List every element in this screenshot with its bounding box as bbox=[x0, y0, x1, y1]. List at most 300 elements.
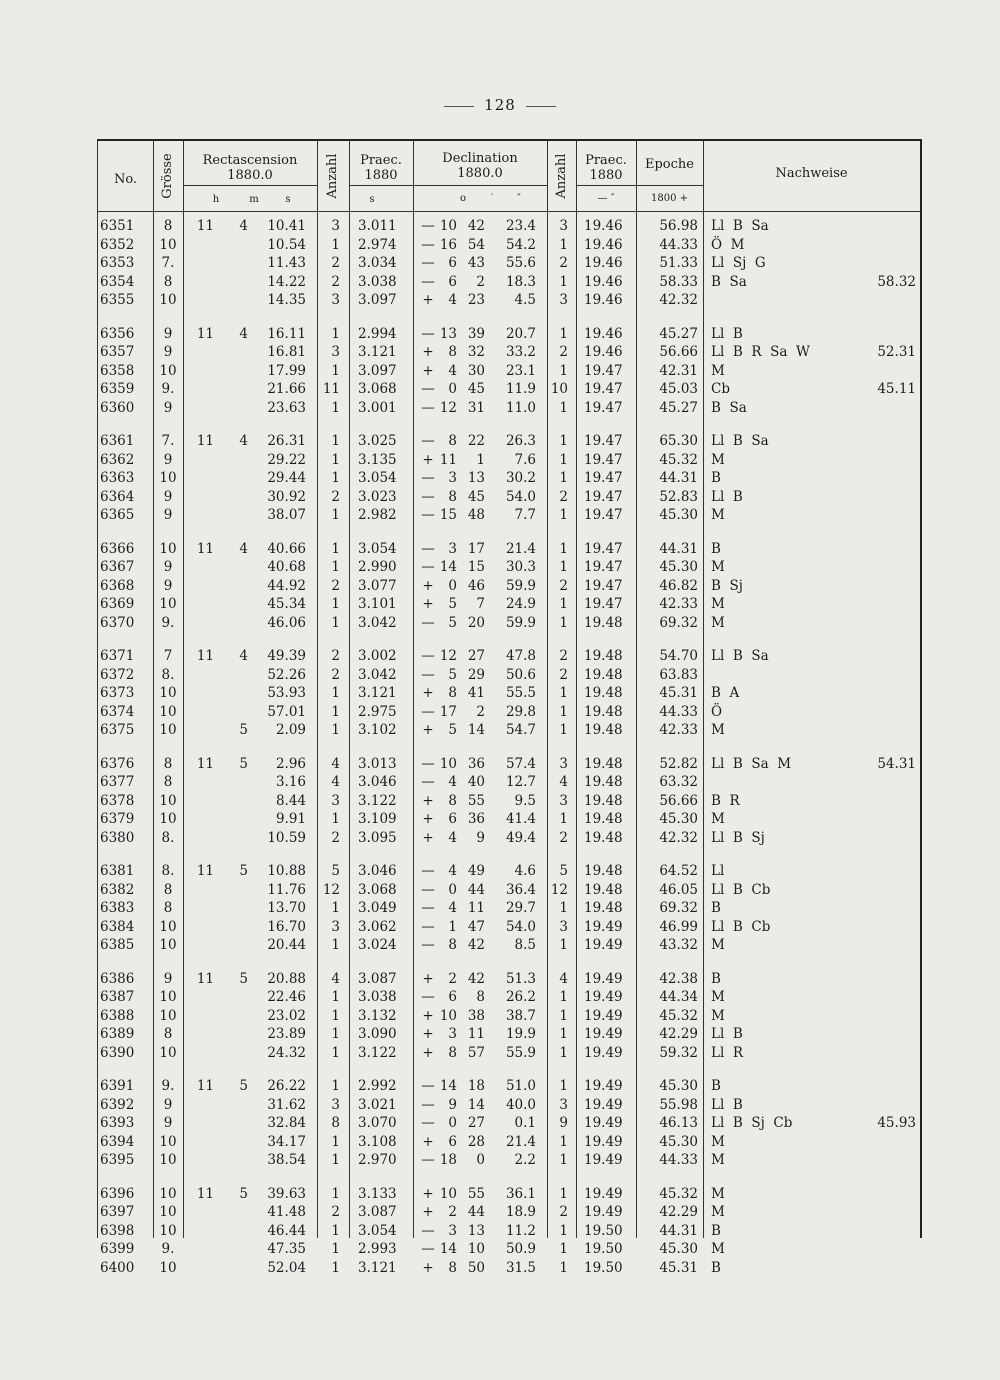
count-ra-cell: 2 bbox=[331, 273, 340, 290]
decl-degrees-cell: 18 bbox=[439, 1152, 457, 1168]
precession-ra-cell: 2.974 bbox=[358, 236, 397, 253]
precession-ra-cell: 3.097 bbox=[358, 292, 397, 308]
epoch-cell: 44.31 bbox=[659, 540, 698, 557]
star-number-cell: 6365 bbox=[100, 507, 135, 523]
decl-degrees-cell: 13 bbox=[439, 325, 457, 342]
table-row bbox=[98, 217, 920, 235]
count-decl-cell: 1 bbox=[559, 1241, 568, 1257]
count-decl-cell: 5 bbox=[559, 863, 568, 879]
decl-degrees-cell: 10 bbox=[439, 1185, 457, 1202]
table-row bbox=[98, 970, 920, 988]
decl-minutes-cell: 44 bbox=[467, 881, 485, 898]
decl-degrees-cell: 10 bbox=[439, 755, 457, 772]
epoch-cell: 42.29 bbox=[659, 1026, 698, 1042]
table-row bbox=[98, 380, 920, 398]
decl-minutes-cell: 42 bbox=[467, 218, 485, 234]
references-cell: B A bbox=[711, 685, 740, 701]
count-decl-cell: 2 bbox=[559, 255, 568, 271]
ra-seconds-cell: 17.99 bbox=[267, 362, 306, 379]
precession-ra-cell: 2.993 bbox=[358, 1241, 397, 1257]
table-row bbox=[98, 1114, 920, 1132]
epoch-cell: 46.82 bbox=[659, 577, 698, 594]
star-number-cell: 6354 bbox=[100, 273, 135, 290]
magnitude-cell: 10 bbox=[159, 722, 177, 738]
decl-sign-cell: — bbox=[421, 433, 435, 449]
epoch-cell: 44.34 bbox=[659, 989, 698, 1005]
references-cell: Ll bbox=[711, 863, 725, 879]
count-ra-cell: 1 bbox=[331, 1185, 340, 1202]
decl-seconds-cell: 31.5 bbox=[505, 1259, 536, 1276]
decl-sign-cell: — bbox=[421, 236, 435, 253]
table-row bbox=[98, 773, 920, 791]
epoche-unit-rule bbox=[636, 185, 703, 186]
decl-sign-cell: — bbox=[421, 1152, 435, 1168]
decl-minutes-cell: 42 bbox=[467, 937, 485, 953]
epoch-cell: 42.32 bbox=[659, 292, 698, 308]
decl-minutes-cell: 36 bbox=[467, 811, 485, 827]
references-cell: B Sa bbox=[711, 273, 747, 290]
praec-ra-unit-rule bbox=[349, 185, 413, 186]
magnitude-cell: 10 bbox=[159, 989, 177, 1005]
count-ra-cell: 1 bbox=[331, 433, 340, 449]
margin-note-cell: 58.32 bbox=[877, 273, 916, 290]
decl-seconds-cell: 50.6 bbox=[505, 666, 536, 683]
precession-decl-cell: 19.47 bbox=[584, 451, 623, 468]
header-ra-m: m bbox=[249, 194, 259, 205]
star-number-cell: 6386 bbox=[100, 970, 135, 987]
decl-degrees-cell: 3 bbox=[448, 470, 457, 486]
precession-ra-cell: 3.062 bbox=[358, 918, 397, 935]
epoch-cell: 45.32 bbox=[659, 1185, 698, 1202]
count-ra-cell: 2 bbox=[331, 488, 340, 505]
epoch-cell: 42.38 bbox=[659, 970, 698, 987]
decl-degrees-cell: 12 bbox=[439, 648, 457, 664]
count-decl-cell: 3 bbox=[559, 755, 568, 772]
epoch-cell: 44.33 bbox=[659, 1152, 698, 1168]
ra-hours-cell: 11 bbox=[196, 540, 214, 557]
decl-sign-cell: + bbox=[422, 292, 434, 308]
precession-decl-cell: 19.46 bbox=[584, 273, 623, 290]
star-number-cell: 6371 bbox=[100, 648, 135, 664]
decl-degrees-cell: 8 bbox=[448, 937, 457, 953]
ra-seconds-cell: 23.63 bbox=[267, 399, 306, 416]
ra-seconds-cell: 10.88 bbox=[267, 863, 306, 879]
precession-ra-cell: 3.101 bbox=[358, 596, 397, 612]
header-epoche: Epoche bbox=[645, 157, 694, 172]
decl-degrees-cell: 15 bbox=[439, 507, 457, 523]
header-no: No. bbox=[113, 172, 138, 187]
table-row bbox=[98, 881, 920, 899]
decl-sign-cell: — bbox=[421, 1096, 435, 1113]
decl-sign-cell: — bbox=[421, 774, 435, 790]
decl-minutes-cell: 30 bbox=[467, 362, 485, 379]
decl-seconds-cell: 0.1 bbox=[514, 1115, 536, 1131]
count-ra-cell: 3 bbox=[331, 292, 340, 308]
decl-sign-cell: — bbox=[421, 900, 435, 916]
precession-ra-cell: 3.025 bbox=[358, 433, 397, 449]
header-epoche-sub: 1800 + bbox=[650, 193, 688, 204]
count-decl-cell: 4 bbox=[559, 774, 568, 790]
references-cell: Ll B Sa M bbox=[711, 755, 792, 772]
epoch-cell: 45.32 bbox=[659, 451, 698, 468]
decl-seconds-cell: 54.0 bbox=[505, 488, 536, 505]
decl-minutes-cell: 39 bbox=[467, 325, 485, 342]
decl-sign-cell: + bbox=[422, 1044, 434, 1061]
decl-degrees-cell: 8 bbox=[448, 1259, 457, 1276]
count-decl-cell: 1 bbox=[559, 596, 568, 612]
table-row bbox=[98, 469, 920, 487]
table-row bbox=[98, 936, 920, 954]
decl-seconds-cell: 11.0 bbox=[505, 399, 536, 416]
count-decl-cell: 1 bbox=[559, 559, 568, 575]
decl-seconds-cell: 26.3 bbox=[505, 433, 536, 449]
decl-degrees-cell: 6 bbox=[448, 989, 457, 1005]
precession-ra-cell: 3.097 bbox=[358, 362, 397, 379]
epoch-cell: 42.33 bbox=[659, 722, 698, 738]
precession-decl-cell: 19.48 bbox=[584, 900, 623, 916]
precession-decl-cell: 19.49 bbox=[584, 1078, 623, 1094]
decl-sign-cell: — bbox=[421, 989, 435, 1005]
decl-degrees-cell: 0 bbox=[448, 881, 457, 898]
magnitude-cell: 7. bbox=[161, 255, 175, 271]
star-number-cell: 6372 bbox=[100, 666, 135, 683]
header-decl-epoch: 1880.0 bbox=[457, 166, 503, 181]
epoch-cell: 63.83 bbox=[659, 666, 698, 683]
decl-degrees-cell: 8 bbox=[448, 685, 457, 701]
ra-seconds-cell: 57.01 bbox=[267, 703, 306, 720]
table-row bbox=[98, 1044, 920, 1062]
references-cell: M bbox=[711, 811, 725, 827]
epoch-cell: 45.27 bbox=[659, 399, 698, 416]
decl-minutes-cell: 27 bbox=[467, 1115, 485, 1131]
count-decl-cell: 1 bbox=[559, 722, 568, 738]
precession-decl-cell: 19.49 bbox=[584, 1115, 623, 1131]
decl-minutes-cell: 11 bbox=[467, 900, 485, 916]
ra-seconds-cell: 22.46 bbox=[267, 989, 306, 1005]
decl-seconds-cell: 19.9 bbox=[505, 1026, 536, 1042]
magnitude-cell: 9 bbox=[163, 344, 173, 360]
epoch-cell: 44.33 bbox=[659, 236, 698, 253]
decl-seconds-cell: 36.1 bbox=[505, 1185, 536, 1202]
star-number-cell: 6387 bbox=[100, 989, 135, 1005]
epoch-cell: 69.32 bbox=[659, 900, 698, 916]
star-number-cell: 6385 bbox=[100, 937, 135, 953]
epoch-cell: 42.32 bbox=[659, 829, 698, 846]
table-row bbox=[98, 273, 920, 291]
count-ra-cell: 1 bbox=[331, 1044, 340, 1061]
precession-decl-cell: 19.46 bbox=[584, 236, 623, 253]
ra-seconds-cell: 13.70 bbox=[267, 900, 306, 916]
precession-decl-cell: 19.50 bbox=[584, 1241, 623, 1257]
precession-ra-cell: 3.121 bbox=[358, 344, 397, 360]
references-cell: Ll B bbox=[711, 325, 743, 342]
star-number-cell: 6389 bbox=[100, 1026, 135, 1042]
header-praec-decl: Praec. bbox=[585, 153, 627, 168]
count-ra-cell: 1 bbox=[331, 811, 340, 827]
decl-degrees-cell: 4 bbox=[448, 292, 457, 308]
magnitude-cell: 10 bbox=[159, 236, 177, 253]
decl-seconds-cell: 7.6 bbox=[514, 451, 536, 468]
ra-seconds-cell: 29.22 bbox=[267, 451, 306, 468]
decl-seconds-cell: 23.1 bbox=[505, 362, 536, 379]
references-cell: B bbox=[711, 1259, 721, 1276]
ra-seconds-cell: 30.92 bbox=[267, 488, 306, 505]
ra-hours-cell: 11 bbox=[196, 863, 214, 879]
ra-seconds-cell: 23.02 bbox=[267, 1007, 306, 1024]
decl-sign-cell: — bbox=[421, 937, 435, 953]
precession-ra-cell: 3.068 bbox=[358, 881, 397, 898]
table-row bbox=[98, 721, 920, 739]
precession-ra-cell: 3.054 bbox=[358, 470, 397, 486]
header-decl-min: ′ bbox=[490, 193, 494, 204]
header-bottom-rule bbox=[98, 211, 920, 212]
epoch-cell: 45.30 bbox=[659, 559, 698, 575]
table-row bbox=[98, 540, 920, 558]
decl-minutes-cell: 38 bbox=[467, 1007, 485, 1024]
count-decl-cell: 4 bbox=[559, 970, 568, 987]
count-ra-cell: 1 bbox=[331, 614, 340, 631]
magnitude-cell: 8 bbox=[163, 881, 173, 898]
ra-seconds-cell: 26.22 bbox=[267, 1078, 306, 1094]
ra-seconds-cell: 2.96 bbox=[275, 755, 306, 772]
count-decl-cell: 2 bbox=[559, 1204, 568, 1220]
star-number-cell: 6360 bbox=[100, 399, 135, 416]
decl-degrees-cell: 2 bbox=[448, 1204, 457, 1220]
count-decl-cell: 1 bbox=[559, 1078, 568, 1094]
ra-seconds-cell: 2.09 bbox=[275, 722, 306, 738]
count-decl-cell: 1 bbox=[559, 1133, 568, 1150]
precession-decl-cell: 19.48 bbox=[584, 666, 623, 683]
precession-ra-cell: 3.042 bbox=[358, 614, 397, 631]
ra-seconds-cell: 11.76 bbox=[267, 881, 306, 898]
table-row bbox=[98, 810, 920, 828]
table-row bbox=[98, 1025, 920, 1043]
decl-sign-cell: + bbox=[422, 792, 434, 809]
header-anzahl-1: Anzahl bbox=[325, 153, 340, 199]
ra-seconds-cell: 31.62 bbox=[267, 1096, 306, 1113]
decl-minutes-cell: 13 bbox=[467, 1222, 485, 1239]
table-row bbox=[98, 1077, 920, 1095]
ra-minutes-cell: 5 bbox=[239, 1078, 248, 1094]
ra-seconds-cell: 45.34 bbox=[267, 596, 306, 612]
precession-ra-cell: 3.002 bbox=[358, 648, 397, 664]
table-row bbox=[98, 755, 920, 773]
decl-minutes-cell: 45 bbox=[467, 381, 485, 397]
table-row bbox=[98, 614, 920, 632]
table-row bbox=[98, 362, 920, 380]
header-praec-ra: Praec. bbox=[360, 153, 402, 168]
count-decl-cell: 1 bbox=[559, 1185, 568, 1202]
table-row bbox=[98, 236, 920, 254]
count-decl-cell: 1 bbox=[559, 937, 568, 953]
count-decl-cell: 2 bbox=[559, 344, 568, 360]
star-number-cell: 6364 bbox=[100, 488, 135, 505]
star-number-cell: 6395 bbox=[100, 1152, 135, 1168]
table-row bbox=[98, 254, 920, 272]
references-cell: Ll B Cb bbox=[711, 881, 771, 898]
page-number-dash-right bbox=[526, 106, 556, 107]
decl-seconds-cell: 2.2 bbox=[514, 1152, 536, 1168]
decl-seconds-cell: 18.9 bbox=[505, 1204, 536, 1220]
count-decl-cell: 1 bbox=[559, 900, 568, 916]
precession-ra-cell: 3.054 bbox=[358, 540, 397, 557]
decl-minutes-cell: 1 bbox=[476, 451, 485, 468]
magnitude-cell: 9 bbox=[163, 325, 173, 342]
decl-degrees-cell: 6 bbox=[448, 811, 457, 827]
references-cell: Ll B Sa bbox=[711, 648, 769, 664]
star-number-cell: 6388 bbox=[100, 1007, 135, 1024]
decl-degrees-cell: 16 bbox=[439, 236, 457, 253]
count-ra-cell: 2 bbox=[331, 1204, 340, 1220]
references-cell: Ll B R Sa W bbox=[711, 344, 810, 360]
decl-degrees-cell: 8 bbox=[448, 1044, 457, 1061]
decl-seconds-cell: 59.9 bbox=[505, 577, 536, 594]
decl-sign-cell: + bbox=[422, 1133, 434, 1150]
precession-ra-cell: 3.049 bbox=[358, 900, 397, 916]
ra-hours-cell: 11 bbox=[196, 325, 214, 342]
count-ra-cell: 1 bbox=[331, 1222, 340, 1239]
magnitude-cell: 10 bbox=[159, 470, 177, 486]
precession-ra-cell: 3.121 bbox=[358, 1259, 397, 1276]
star-number-cell: 6394 bbox=[100, 1133, 135, 1150]
count-decl-cell: 2 bbox=[559, 488, 568, 505]
magnitude-cell: 10 bbox=[159, 1204, 177, 1220]
precession-decl-cell: 19.48 bbox=[584, 703, 623, 720]
magnitude-cell: 10 bbox=[159, 1222, 177, 1239]
precession-decl-cell: 19.49 bbox=[584, 937, 623, 953]
decl-sign-cell: + bbox=[422, 970, 434, 987]
ra-seconds-cell: 23.89 bbox=[267, 1026, 306, 1042]
decl-sign-cell: + bbox=[422, 722, 434, 738]
count-ra-cell: 1 bbox=[331, 362, 340, 379]
catalogue-table bbox=[97, 139, 922, 1276]
references-cell: B bbox=[711, 900, 721, 916]
references-cell: Ll B Sj bbox=[711, 829, 765, 846]
decl-degrees-cell: 4 bbox=[448, 863, 457, 879]
references-cell: Ll B Sj Cb bbox=[711, 1115, 793, 1131]
count-decl-cell: 1 bbox=[559, 811, 568, 827]
precession-ra-cell: 3.109 bbox=[358, 811, 397, 827]
header-ra-s: s bbox=[285, 194, 291, 205]
precession-ra-cell: 3.077 bbox=[358, 577, 397, 594]
decl-seconds-cell: 11.2 bbox=[505, 1222, 536, 1239]
header-decl-sec: ″ bbox=[517, 193, 521, 204]
count-ra-cell: 1 bbox=[331, 1078, 340, 1094]
star-number-cell: 6361 bbox=[100, 433, 135, 449]
table-row bbox=[98, 488, 920, 506]
ra-seconds-cell: 14.35 bbox=[267, 292, 306, 308]
count-decl-cell: 1 bbox=[559, 1259, 568, 1276]
count-decl-cell: 1 bbox=[559, 362, 568, 379]
table-row bbox=[98, 432, 920, 450]
references-cell: B R bbox=[711, 792, 740, 809]
precession-ra-cell: 3.038 bbox=[358, 989, 397, 1005]
precession-decl-cell: 19.49 bbox=[584, 970, 623, 987]
precession-decl-cell: 19.48 bbox=[584, 774, 623, 790]
epoch-cell: 46.13 bbox=[659, 1115, 698, 1131]
references-cell: M bbox=[711, 722, 725, 738]
table-row bbox=[98, 1133, 920, 1151]
ra-seconds-cell: 40.66 bbox=[267, 540, 306, 557]
decl-degrees-cell: 5 bbox=[448, 666, 457, 683]
magnitude-cell: 10 bbox=[159, 1152, 177, 1168]
magnitude-cell: 10 bbox=[159, 1044, 177, 1061]
decl-sign-cell: — bbox=[421, 648, 435, 664]
decl-degrees-cell: 14 bbox=[439, 559, 457, 575]
ra-seconds-cell: 20.88 bbox=[267, 970, 306, 987]
precession-ra-cell: 2.970 bbox=[358, 1152, 397, 1168]
decl-minutes-cell: 9 bbox=[476, 829, 485, 846]
ra-seconds-cell: 46.44 bbox=[267, 1222, 306, 1239]
decl-minutes-cell: 0 bbox=[476, 1152, 485, 1168]
decl-sign-cell: — bbox=[421, 1241, 435, 1257]
decl-minutes-cell: 57 bbox=[467, 1044, 485, 1061]
precession-decl-cell: 19.48 bbox=[584, 685, 623, 701]
decl-degrees-cell: 6 bbox=[448, 1133, 457, 1150]
precession-decl-cell: 19.49 bbox=[584, 918, 623, 935]
precession-decl-cell: 19.47 bbox=[584, 577, 623, 594]
star-number-cell: 6358 bbox=[100, 362, 135, 379]
ra-minutes-cell: 4 bbox=[239, 218, 248, 234]
decl-degrees-cell: 5 bbox=[448, 722, 457, 738]
precession-decl-cell: 19.47 bbox=[584, 507, 623, 523]
star-number-cell: 6351 bbox=[100, 218, 135, 234]
ra-seconds-cell: 38.07 bbox=[267, 507, 306, 523]
count-decl-cell: 1 bbox=[559, 703, 568, 720]
precession-decl-cell: 19.48 bbox=[584, 792, 623, 809]
references-cell: M bbox=[711, 1204, 725, 1220]
count-ra-cell: 2 bbox=[331, 666, 340, 683]
count-ra-cell: 1 bbox=[331, 540, 340, 557]
epoch-cell: 45.30 bbox=[659, 1241, 698, 1257]
precession-decl-cell: 19.49 bbox=[584, 989, 623, 1005]
decl-minutes-cell: 23 bbox=[467, 292, 485, 308]
decl-seconds-cell: 29.8 bbox=[505, 703, 536, 720]
precession-ra-cell: 3.023 bbox=[358, 488, 397, 505]
precession-ra-cell: 3.108 bbox=[358, 1133, 397, 1150]
references-cell: M bbox=[711, 362, 725, 379]
table-row bbox=[98, 899, 920, 917]
decl-sign-cell: — bbox=[421, 399, 435, 416]
decl-sign-cell: + bbox=[422, 1007, 434, 1024]
table-row bbox=[98, 1240, 920, 1258]
precession-ra-cell: 3.135 bbox=[358, 451, 397, 468]
decl-minutes-cell: 11 bbox=[467, 1026, 485, 1042]
epoch-cell: 52.82 bbox=[659, 755, 698, 772]
page-number-text: 128 bbox=[484, 96, 516, 114]
epoch-cell: 55.98 bbox=[659, 1096, 698, 1113]
count-ra-cell: 1 bbox=[331, 937, 340, 953]
decl-sign-cell: — bbox=[421, 255, 435, 271]
count-decl-cell: 3 bbox=[559, 918, 568, 935]
count-ra-cell: 1 bbox=[331, 703, 340, 720]
decl-sign-cell: — bbox=[421, 703, 435, 720]
star-number-cell: 6399 bbox=[100, 1241, 135, 1257]
references-cell: M bbox=[711, 1185, 725, 1202]
magnitude-cell: 9 bbox=[163, 970, 173, 987]
decl-seconds-cell: 29.7 bbox=[505, 900, 536, 916]
decl-degrees-cell: 4 bbox=[448, 774, 457, 790]
decl-minutes-cell: 55 bbox=[467, 792, 485, 809]
precession-decl-cell: 19.46 bbox=[584, 325, 623, 342]
precession-ra-cell: 3.038 bbox=[358, 273, 397, 290]
count-ra-cell: 3 bbox=[331, 218, 340, 234]
references-cell: Ll B Sa bbox=[711, 433, 769, 449]
count-ra-cell: 1 bbox=[331, 451, 340, 468]
precession-ra-cell: 3.001 bbox=[358, 399, 397, 416]
decl-minutes-cell: 43 bbox=[467, 255, 485, 271]
count-decl-cell: 1 bbox=[559, 685, 568, 701]
